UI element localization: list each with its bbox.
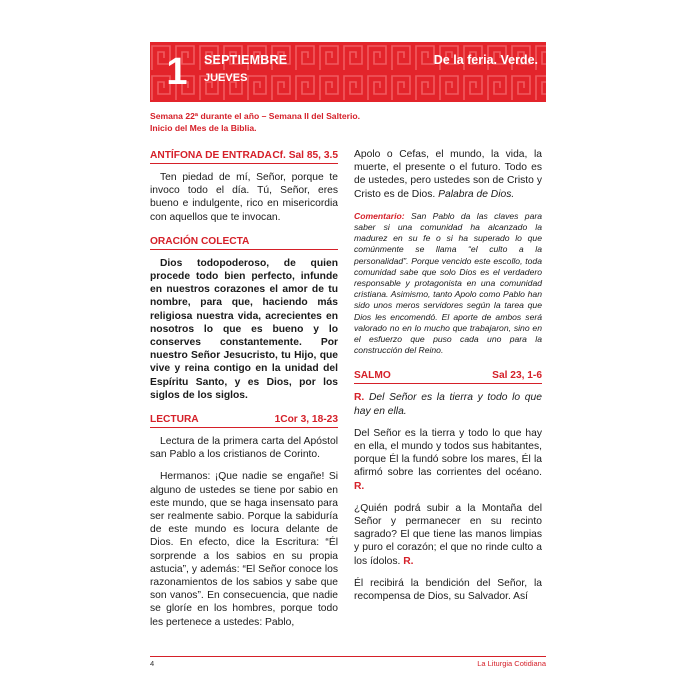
colecta-text: Dios todopoderoso, de quien procede todo bien perfecto, infunde en nuestros corazones el amor de tu nombre, para que, haciendo más religiosa nuestra vida, acrecientes en nosotros lo que es bueno y lo conserves constantemente. Por nuestro Señor Jesucristo, tu Hijo, que vive y reina contigo en la unidad del Espíritu Santo, y es Dios, por los siglos de los siglos.	[150, 257, 338, 401]
stanza-text: Del Señor es la tierra y todo lo que hay en ella, el mundo y todos sus habitantes, porque Él la fundó sobre los mares, Él la afirmó sobre las corrientes del océano.	[354, 427, 542, 479]
comentario-label: Comentario:	[354, 210, 405, 221]
response-marker: R.	[403, 555, 414, 567]
response-marker: R.	[354, 392, 365, 404]
weekday-label: JUEVES	[204, 72, 248, 84]
section-title: SALMO	[354, 370, 391, 382]
colecta-heading	[150, 236, 338, 250]
section-title: LECTURA	[150, 414, 199, 426]
page-number: 4	[150, 659, 155, 668]
section-title: ORACIÓN COLECTA	[150, 235, 250, 247]
response-text: Del Señor es la tierra y todo lo que hay en ella.	[354, 392, 542, 417]
response-marker: R.	[354, 480, 365, 492]
month-label: SEPTIEMBRE	[204, 53, 288, 67]
week-info	[150, 110, 360, 134]
salmo-heading	[354, 370, 542, 384]
stanza-text: Él recibirá la bendición del Señor, la recompensa de Dios, su Salvador. Así	[354, 577, 542, 603]
salmo-stanza	[354, 427, 542, 493]
right-column	[354, 148, 542, 603]
week-info-line: Semana 22ª durante el año – Semana II del Salterio.	[150, 111, 360, 121]
feria-label: De la feria. Verde.	[433, 53, 538, 67]
comentario-text: San Pablo da las claves para saber si una comunidad ha alcanzado la madurez en su fe o si ha superado lo que comúnmente se llama “el culto a la personalidad”. Porque vencido este escollo, toda comunidad sabe que solo Dios es el verdadero responsable y protagonista en una comunidad cristiana. Asimismo, tanto Apolo como Pablo han sido unos meros servidores según la tarea que Dios les encomendó. El aporte de ambos será valorado no en lo mucho que trabajaron, sino en el esfuerzo que puso cada uno para la construcción del Reino.	[354, 210, 543, 356]
stanza-text: ¿Quién podrá subir a la Montaña del Señor y permanecer en su recinto sagrado? El que tiene las manos limpias y puro el corazón; el que no rinde culto a los ídolos.	[354, 502, 542, 567]
lectura-continued-text: Apolo o Cefas, el mundo, la vida, la muerte, el presente o el futuro. Todo es de ustedes, pero ustedes son de Cristo y Cristo es de Dios.	[354, 149, 542, 200]
left-column	[150, 150, 338, 629]
antifona-heading	[150, 150, 338, 164]
lectura-heading	[150, 414, 338, 428]
section-reference: Cf. Sal 85, 3.5	[272, 150, 338, 161]
comentario	[354, 211, 542, 357]
section-title: ANTÍFONA DE ENTRADA	[150, 150, 272, 161]
lectura-intro: Lectura de la primera carta del Apóstol san Pablo a los cristianos de Corinto.	[150, 436, 338, 461]
section-reference: 1Cor 3, 18-23	[274, 414, 338, 426]
page	[150, 42, 546, 672]
footer-divider	[150, 656, 546, 657]
header-band	[150, 42, 546, 102]
week-info-line: Inicio del Mes de la Biblia.	[150, 123, 257, 133]
salmo-stanza	[354, 577, 542, 603]
antifona-text: Ten piedad de mí, Señor, porque te invoco todo el día. Tú, Señor, eres bueno e indulgente, rico en misericordia con aquellos que te invocan.	[150, 172, 338, 223]
salmo-stanza	[354, 502, 542, 568]
day-number: 1	[166, 51, 188, 93]
publication-name: La Liturgia Cotidiana	[477, 659, 546, 668]
section-reference: Sal 23, 1-6	[492, 370, 542, 382]
salmo-response	[354, 391, 542, 417]
lectura-text: Hermanos: ¡Que nadie se engañe! Si alguno de ustedes se tiene por sabio en este mundo, que se haga insensato para ser realmente sabio. Porque la sabiduría de este mundo es locura delante de Dios. En efecto, dice la Escritura: “Él sorprende a los sabios en su propia astucia”, y además: “El Señor conoce los razonamientos de los sabios y sabe que son vanos”. En consecuencia, que nadie se gloríe en los hombres, porque todo les pertenece a ustedes: Pablo,	[150, 471, 338, 628]
lectura-continued	[354, 148, 542, 201]
lectura-closing: Palabra de Dios.	[438, 188, 515, 200]
